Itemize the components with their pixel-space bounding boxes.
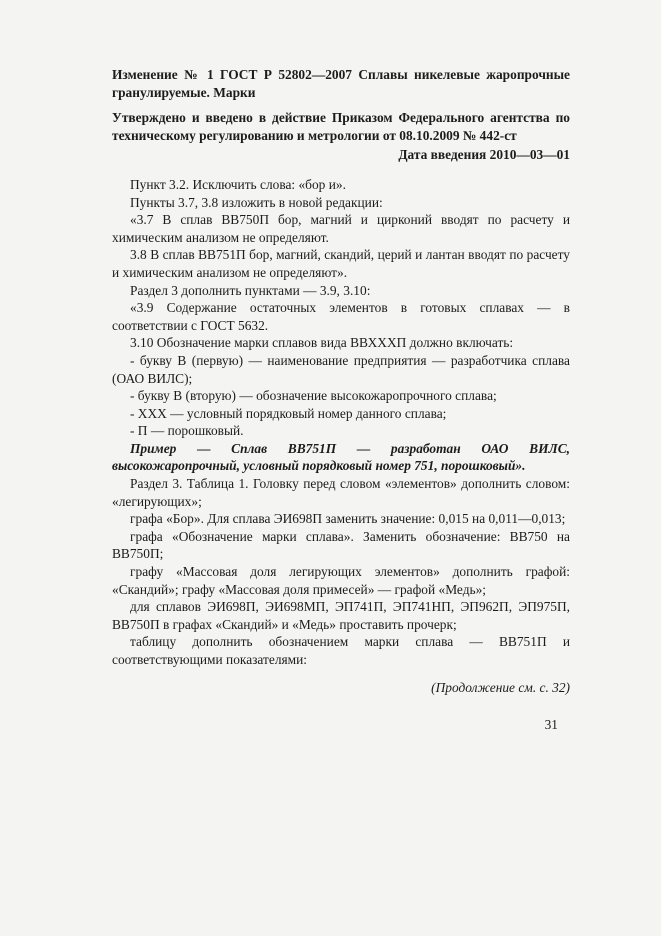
list-item: - П — порошковый. [130,423,244,439]
list-item: - ХХХ — условный порядковый номер данного сплава; [130,405,447,421]
effective-date: Дата введения 2010—03—01 [398,147,570,163]
amendment-title: Изменение № 1 ГОСТ Р 52802—2007 Сплавы никелевые жаропрочные гранулируемые. Марки [112,67,570,100]
paragraph: Раздел 3 дополнить пунктами — 3.9, 3.10: [130,282,371,298]
list-item: - букву В (первую) — наименование предприятия — разработчика сплава (ОАО ВИЛС); [112,352,570,386]
paragraph: графу «Массовая доля легирующих элементов» дополнить графой: «Скандий»; графу «Массовая доля примесей» — графой «Медь»; [112,564,570,597]
paragraph: для сплавов ЭИ698П, ЭИ698МП, ЭП741П, ЭП741НП, ЭП962П, ЭП975П, ВВ750П в графах «Скандий» и «Медь» проставить прочерк; [112,599,570,632]
paragraph: Раздел 3. Таблица 1. Головку перед словом «элементов» дополнить словом: «легирующих»; [112,476,570,509]
paragraph: «3.7 В сплав ВВ750П бор, магний и цирконий вводят по расчету и химическим анализом не определяют. [112,212,570,245]
paragraph: Пункты 3.7, 3.8 изложить в новой редакции: [130,194,383,210]
paragraph: графа «Обозначение марки сплава». Заменить обозначение: ВВ750 на ВВ750П; [112,528,570,562]
paragraph: таблицу дополнить обозначением марки сплава — ВВ751П и соответствующими показателями: [112,634,570,667]
paragraph: Пункт 3.2. Исключить слова: «бор и». [130,176,346,192]
approval-statement: Утверждено и введено в действие Приказом Федерального агентства по техническому регулированию и метрологии от 08.10.2009 № 442-ст [112,110,570,143]
page-number: 31 [544,717,558,732]
document-body [112,66,570,669]
paragraph: 3.10 Обозначение марки сплавов вида ВВХХХП должно включать: [130,335,514,351]
paragraph: графа «Бор». Для сплава ЭИ698П заменить значение: 0,015 на 0,011—0,013; [130,511,566,527]
list-item: - букву В (вторую) — обозначение высокожаропрочного сплава; [130,388,497,404]
continuation-note: (Продолжение см. с. 32) [431,680,570,695]
paragraph: «3.9 Содержание остаточных элементов в готовых сплавах — в соответствии с ГОСТ 5632. [112,300,570,333]
paragraph: 3.8 В сплав ВВ751П бор, магний, скандий, церий и лантан вводят по расчету и химическим анализом не определяют». [112,247,570,280]
example-paragraph: Пример — Сплав ВВ751П — разработан ОАО ВИЛС, высокожаропрочный, условный порядковый номер 751, порошковый». [112,440,570,474]
